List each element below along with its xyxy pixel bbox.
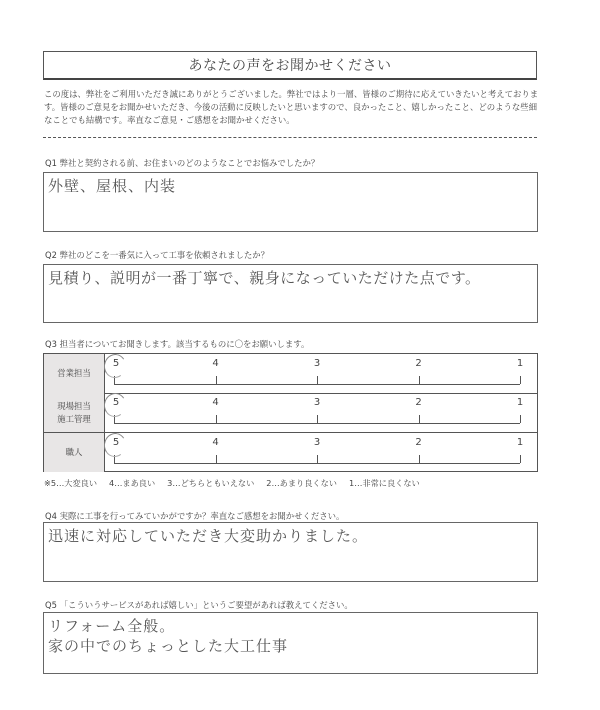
scale-tick (419, 415, 420, 423)
q5-label: Q5 「こういうサービスがあれば嬉しい」というご要望があれば教えてください。 (45, 600, 353, 610)
scale-option-3[interactable]: 3 (313, 358, 321, 369)
scale-option-5[interactable]: 5 (112, 397, 120, 409)
scale-option-5[interactable]: 5 (112, 358, 120, 369)
rating-row-label (44, 393, 105, 432)
scale-option-4[interactable]: 4 (212, 397, 219, 409)
scale-option-1[interactable]: 1 (516, 397, 524, 409)
scale-tick (317, 415, 318, 423)
rating-row (44, 393, 537, 433)
q4-answer: 迅速に対応していただき大変助かりました。 (48, 527, 369, 545)
legend-item: 2…あまり良くない (266, 478, 337, 488)
q5-answer-line-2: 家の中でのちょっとした大工仕事 (48, 637, 289, 655)
selected-circle-mark (102, 352, 128, 379)
rating-row-label-line: 営業担当 (57, 368, 91, 378)
scale-option-5[interactable]: 5 (112, 436, 120, 448)
scale-tick (317, 376, 318, 384)
rating-row-label (44, 433, 105, 472)
q1-label: Q1 弊社と契約される前、お住まいのどのようなことでお悩みでしたか？ (45, 158, 320, 168)
scale-option-1[interactable]: 1 (516, 358, 524, 369)
q2-answer: 見積り、説明が一番丁寧で、親身になっていただけた点です。 (48, 269, 481, 287)
rating-table (43, 353, 538, 472)
q1-answer-box[interactable] (43, 172, 538, 232)
scale-tick (419, 376, 420, 384)
dashed-divider (43, 137, 537, 138)
scale-tick (419, 455, 420, 463)
scale-line (114, 423, 520, 424)
scale-line (114, 463, 520, 464)
legend-item: ※5…大変良い (44, 478, 98, 488)
scale-option-2[interactable]: 2 (415, 397, 422, 409)
rating-row-label (44, 354, 105, 393)
legend-item: 3…どちらともいえない (167, 478, 255, 488)
rating-row (44, 354, 537, 394)
scale-option-2[interactable]: 2 (415, 358, 422, 369)
q4-answer-box[interactable] (43, 522, 538, 582)
q2-answer-box[interactable] (43, 264, 538, 323)
rating-row-label-line: 職人 (65, 446, 83, 457)
scale-option-4[interactable]: 4 (212, 436, 219, 448)
page-title: あなたの声をお聞かせください (188, 58, 392, 74)
scale-tick (520, 455, 521, 463)
q1-answer: 外壁、屋根、内装 (48, 177, 177, 195)
q2-label: Q2 弊社のどこを一番気に入って工事を依頼されましたか？ (45, 250, 269, 260)
legend-item: 4…まあ良い (109, 478, 156, 488)
rating-row-label-line: 施工管理 (57, 413, 91, 424)
q5-answer-box[interactable] (43, 612, 538, 674)
q5-answer-line-1: リフォーム全般。 (48, 617, 176, 635)
rating-legend (44, 478, 432, 489)
selected-circle-mark (102, 392, 128, 419)
intro-text: この度は、弊社をご利用いただき誠にありがとうございました。弊社ではより一層、皆様のご期待に応えていきたいと考えております。皆様のご意見をお聞かせいただき、今後の活動に反映したいと思いますので、良かったこと、嬉しかったこと、どのような些細なことでも結構です。率直なご意見・ご感想をお聞かせください。 (44, 89, 539, 125)
legend-item: 1…非常に良くない (348, 478, 420, 488)
scale-tick (317, 455, 318, 463)
scale-option-3[interactable]: 3 (313, 397, 321, 409)
selected-circle-mark (102, 431, 128, 458)
rating-scale[interactable] (104, 393, 537, 432)
q3-label: Q3 担当者についてお聞きします。該当するものに〇をお願いします。 (45, 339, 310, 349)
scale-line (114, 384, 520, 385)
scale-option-1[interactable]: 1 (516, 436, 524, 448)
rating-row (44, 433, 537, 472)
rating-scale[interactable] (104, 354, 537, 393)
scale-option-3[interactable]: 3 (313, 436, 321, 448)
q4-label: Q4 実際に工事を行ってみていかがですか？率直なご感想をお聞かせください。 (45, 511, 345, 521)
rating-row-label-line: 現場担当 (57, 400, 91, 411)
scale-tick (216, 376, 217, 384)
scale-tick (216, 415, 217, 423)
rating-scale[interactable] (104, 433, 537, 472)
title-box (43, 51, 537, 80)
scale-option-2[interactable]: 2 (415, 436, 422, 448)
scale-tick (216, 455, 217, 463)
scale-tick (520, 376, 521, 384)
scale-tick (520, 415, 521, 423)
scale-option-4[interactable]: 4 (212, 358, 219, 369)
